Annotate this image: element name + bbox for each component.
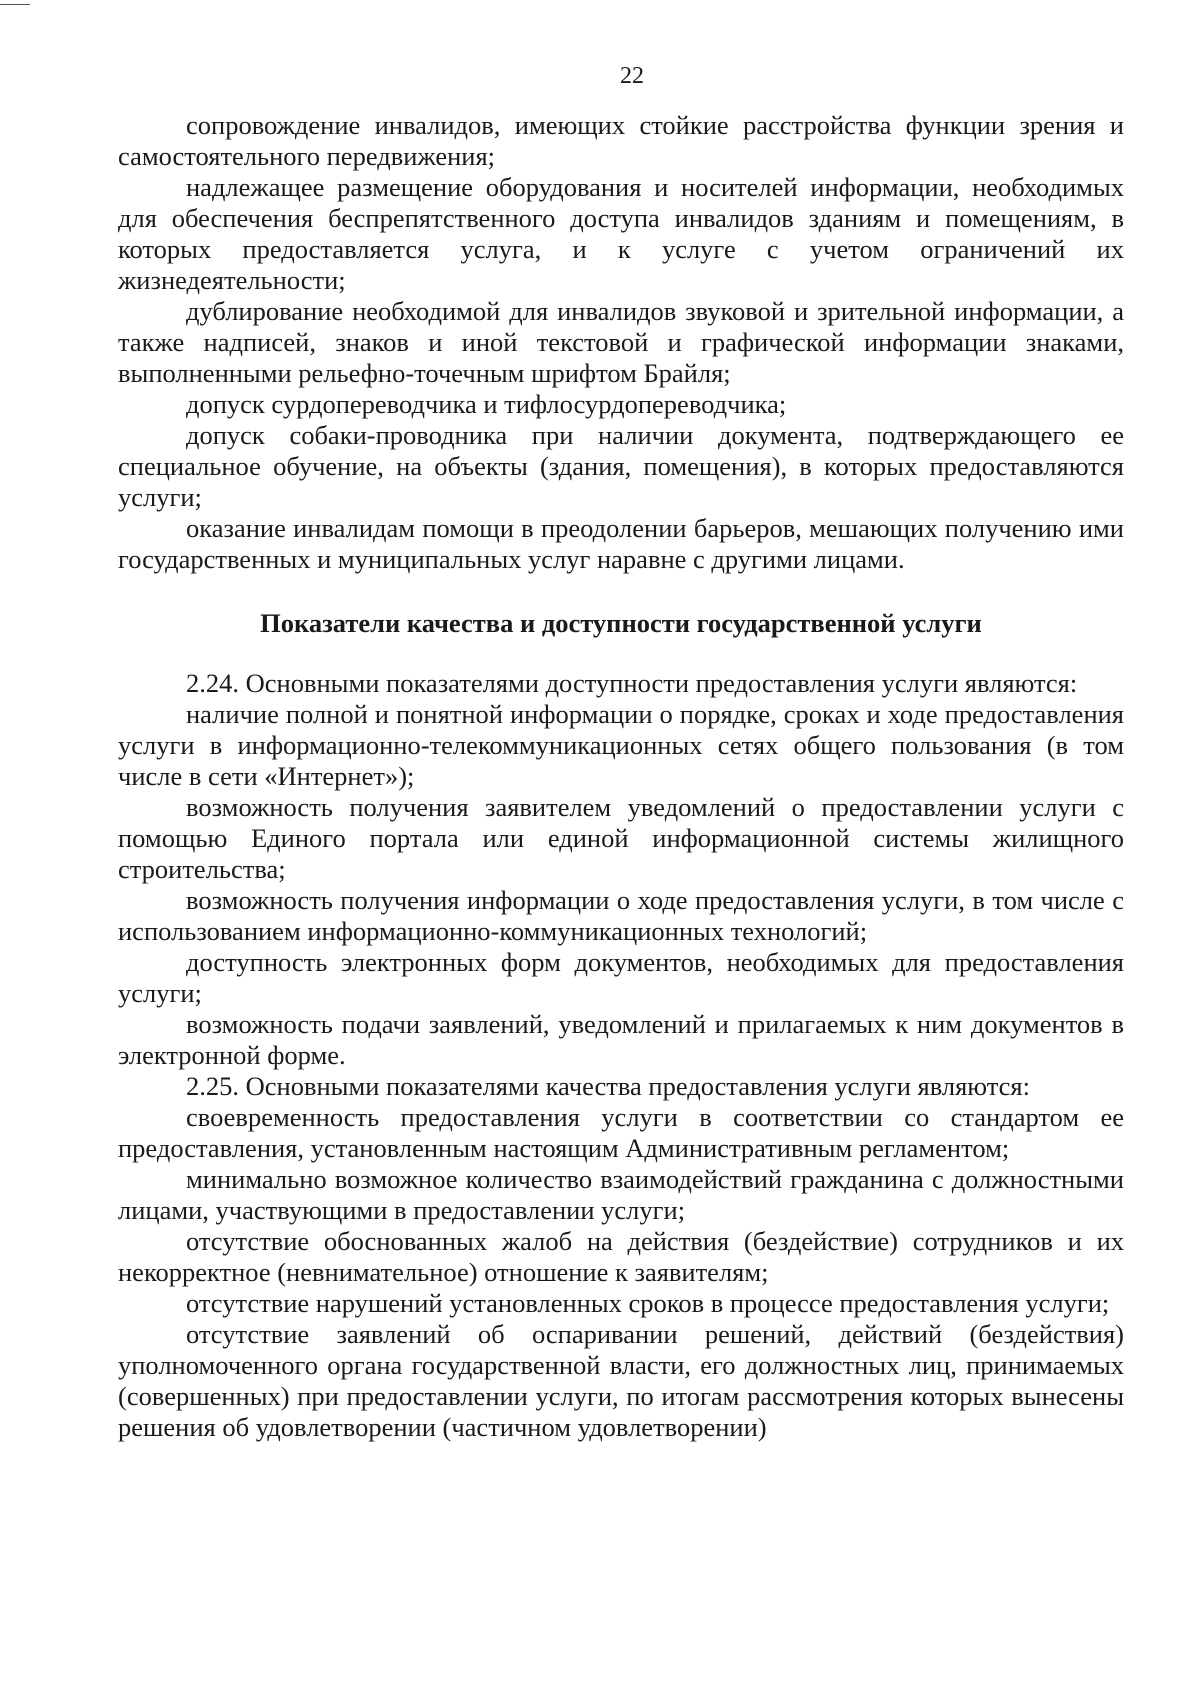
paragraph: отсутствие обоснованных жалоб на действия (бездействие) сотрудников и их некорректное (невнимательное) отношение к заявителям; [118,1226,1124,1287]
scan-edge-mark [0,4,30,5]
paragraph: 2.24. Основными показателями доступности предоставления услуги являются: [186,668,1078,698]
paragraph: возможность подачи заявлений, уведомлений и прилагаемых к ним документов в электронной форме. [118,1009,1124,1070]
paragraph: отсутствие нарушений установленных сроков в процессе предоставления услуги; [186,1288,1110,1318]
paragraph: допуск собаки-проводника при наличии документа, подтверждающего ее специальное обучение, на объекты (здания, помещения), в которых предоставляются услуги; [118,420,1124,512]
document-page [118,62,1124,1443]
section-heading: Показатели качества и доступности государственной услуги [260,608,982,638]
paragraph: доступность электронных форм документов, необходимых для предоставления услуги; [118,947,1124,1008]
page-number: 22 [620,63,644,89]
paragraph: оказание инвалидам помощи в преодолении барьеров, мешающих получению ими государственных и муниципальных услуг наравне с другими лицами. [118,513,1124,574]
paragraph: сопровождение инвалидов, имеющих стойкие расстройства функции зрения и самостоятельного передвижения; [118,110,1124,171]
section-bottom [118,668,1124,1443]
paragraph: надлежащее размещение оборудования и носителей информации, необходимых для обеспечения беспрепятственного доступа инвалидов зданиям и помещениям, в которых предоставляется услуга, и к услуге с учетом ограничений их жизнедеятельности; [118,172,1124,295]
paragraph: возможность получения информации о ходе предоставления услуги, в том числе с использованием информационно-коммуникационных технологий; [118,885,1124,946]
paragraph: наличие полной и понятной информации о порядке, сроках и ходе предоставления услуги в информационно-телекоммуникационных сетях общего пользования (в том числе в сети «Интернет»); [118,699,1124,791]
paragraph: минимально возможное количество взаимодействий гражданина с должностными лицами, участвующими в предоставлении услуги; [118,1164,1124,1225]
paragraph: возможность получения заявителем уведомлений о предоставлении услуги с помощью Единого портала или единой информационной системы жилищного строительства; [118,792,1124,884]
section-top [118,110,1124,575]
paragraph: 2.25. Основными показателями качества предоставления услуги являются: [186,1071,1030,1101]
paragraph: отсутствие заявлений об оспаривании решений, действий (бездействия) уполномоченного органа государственной власти, его должностных лиц, принимаемых (совершенных) при предоставлении услуги, по итогам рассмотрения которых вынесены решения об удовлетворении (частичном удовлетворении) [118,1319,1124,1442]
paragraph: дублирование необходимой для инвалидов звуковой и зрительной информации, а также надписей, знаков и иной текстовой и графической информации знаками, выполненными рельефно-точечным шрифтом Брайля; [118,296,1124,388]
paragraph: своевременность предоставления услуги в соответствии со стандартом ее предоставления, установленным настоящим Административным регламентом; [118,1102,1124,1163]
paragraph: допуск сурдопереводчика и тифлосурдопереводчика; [186,389,787,419]
